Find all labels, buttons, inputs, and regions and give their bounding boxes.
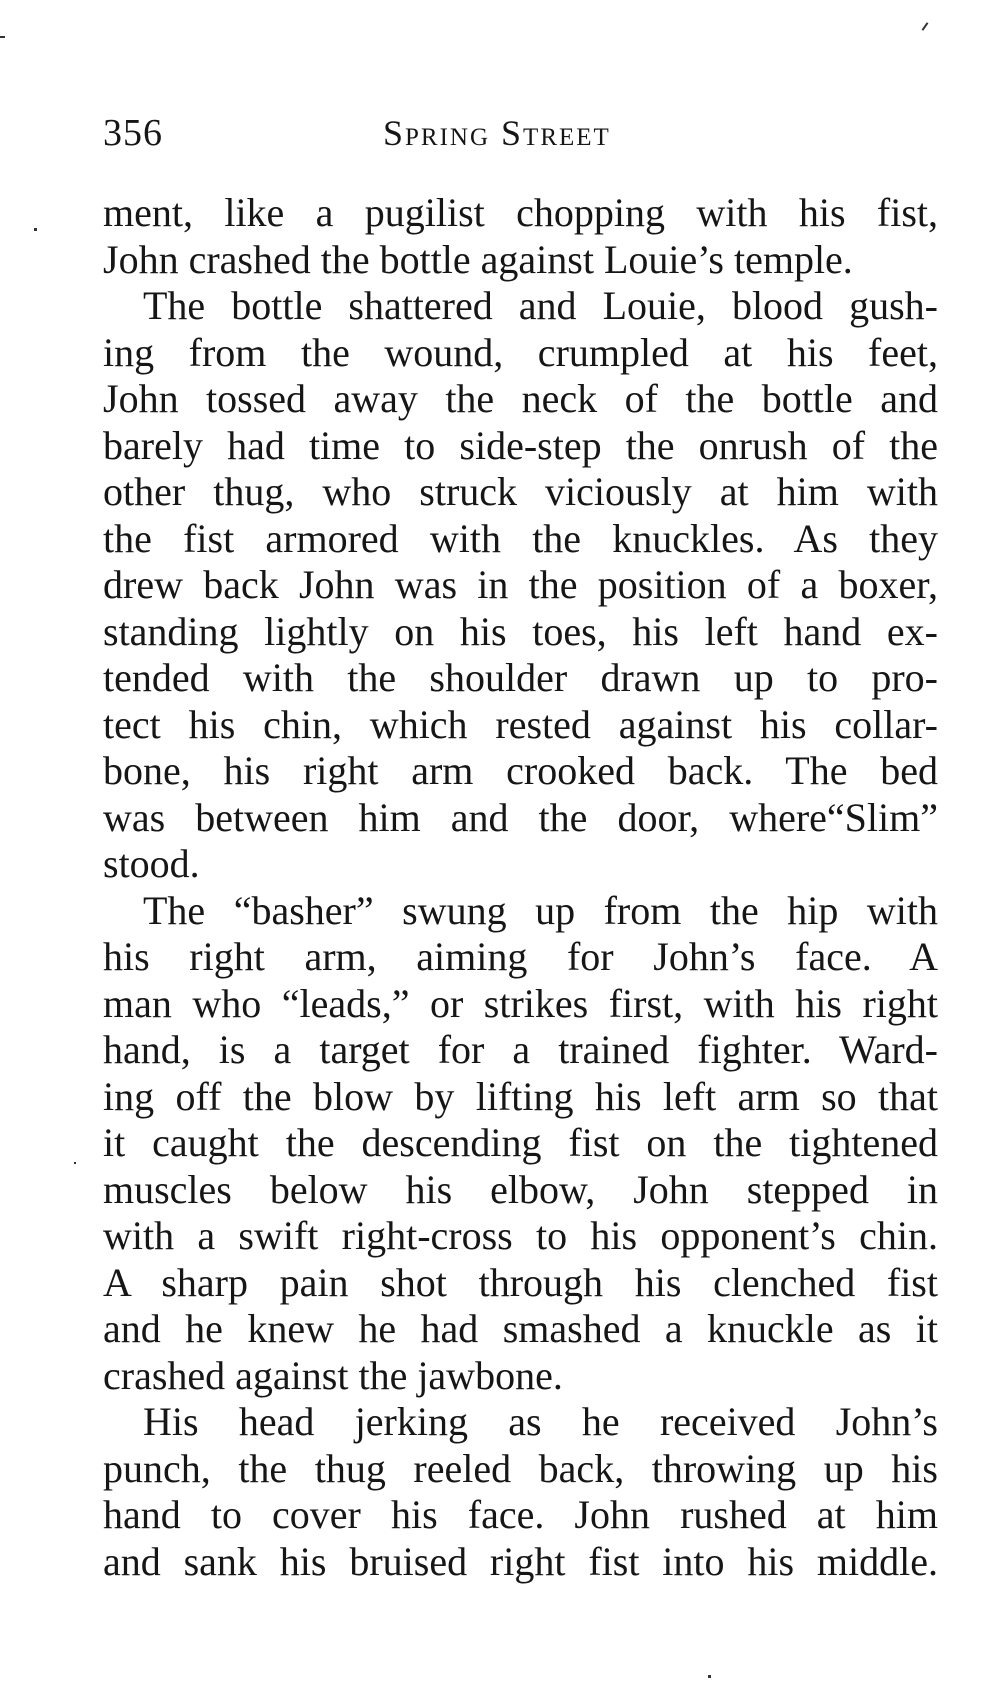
text-line: ing off the blow by lifting his left arm so that bbox=[103, 1073, 938, 1119]
text-line: standing lightly on his toes, his left hand ex- bbox=[103, 608, 938, 654]
text-line: with a swift right-cross to his opponent’s chin. bbox=[103, 1213, 938, 1258]
text-line: ing from the wound, crumpled at his feet, bbox=[103, 329, 938, 375]
text-line: muscles below his elbow, John stepped in bbox=[103, 1166, 938, 1212]
paragraph bbox=[103, 283, 938, 888]
text-line: barely had time to side-step the onrush of the bbox=[103, 422, 938, 468]
running-head: Spring Street bbox=[383, 113, 611, 153]
text-line: The bottle shattered and Louie, blood gush- bbox=[143, 283, 938, 328]
paragraph bbox=[103, 190, 938, 283]
text-line: The “basher” swung up from the hip with bbox=[143, 887, 938, 933]
paragraph bbox=[103, 1399, 938, 1585]
text-line: and sank his bruised right fist into his middle. bbox=[103, 1538, 938, 1584]
text-line: hand, is a target for a trained fighter. Ward- bbox=[103, 1027, 938, 1072]
text-line: hand to cover his face. John rushed at him bbox=[103, 1492, 938, 1537]
text-line: A sharp pain shot through his clenched fist bbox=[103, 1259, 938, 1305]
print-speck bbox=[0, 36, 5, 38]
text-line: ment, like a pugilist chopping with his fist, bbox=[103, 190, 938, 235]
text-line: tended with the shoulder drawn up to pro- bbox=[103, 655, 938, 700]
text-line: other thug, who struck viciously at him with bbox=[103, 469, 938, 514]
text-line: stood. bbox=[103, 841, 200, 886]
text-line: John tossed away the neck of the bottle and bbox=[103, 376, 938, 421]
text-line: drew back John was in the position of a boxer, bbox=[103, 562, 938, 607]
text-line: bone, his right arm crooked back. The bed bbox=[103, 748, 938, 793]
text-line: crashed against the jawbone. bbox=[103, 1352, 563, 1398]
text-line: the fist armored with the knuckles. As they bbox=[103, 515, 938, 561]
print-speck bbox=[34, 228, 37, 231]
text-line: punch, the thug reeled back, throwing up his bbox=[103, 1445, 938, 1491]
body-text bbox=[103, 190, 938, 1585]
page-number: 356 bbox=[103, 112, 163, 154]
print-speck bbox=[708, 1675, 711, 1678]
paragraph bbox=[103, 888, 938, 1400]
text-line: and he knew he had smashed a knuckle as it bbox=[103, 1306, 938, 1351]
print-speck bbox=[74, 1162, 76, 1164]
text-line: it caught the descending fist on the tightened bbox=[103, 1120, 938, 1165]
text-line: tect his chin, which rested against his collar- bbox=[103, 701, 938, 747]
text-line: his right arm, aiming for John’s face. A bbox=[103, 934, 938, 979]
text-line: was between him and the door, where“Slim” bbox=[103, 794, 938, 840]
print-speck bbox=[922, 22, 929, 31]
page-header bbox=[103, 108, 938, 158]
text-line: John crashed the bottle against Louie’s temple. bbox=[103, 236, 853, 282]
text-line: man who “leads,” or strikes first, with his right bbox=[103, 980, 938, 1026]
text-line: His head jerking as he received John’s bbox=[143, 1399, 938, 1444]
